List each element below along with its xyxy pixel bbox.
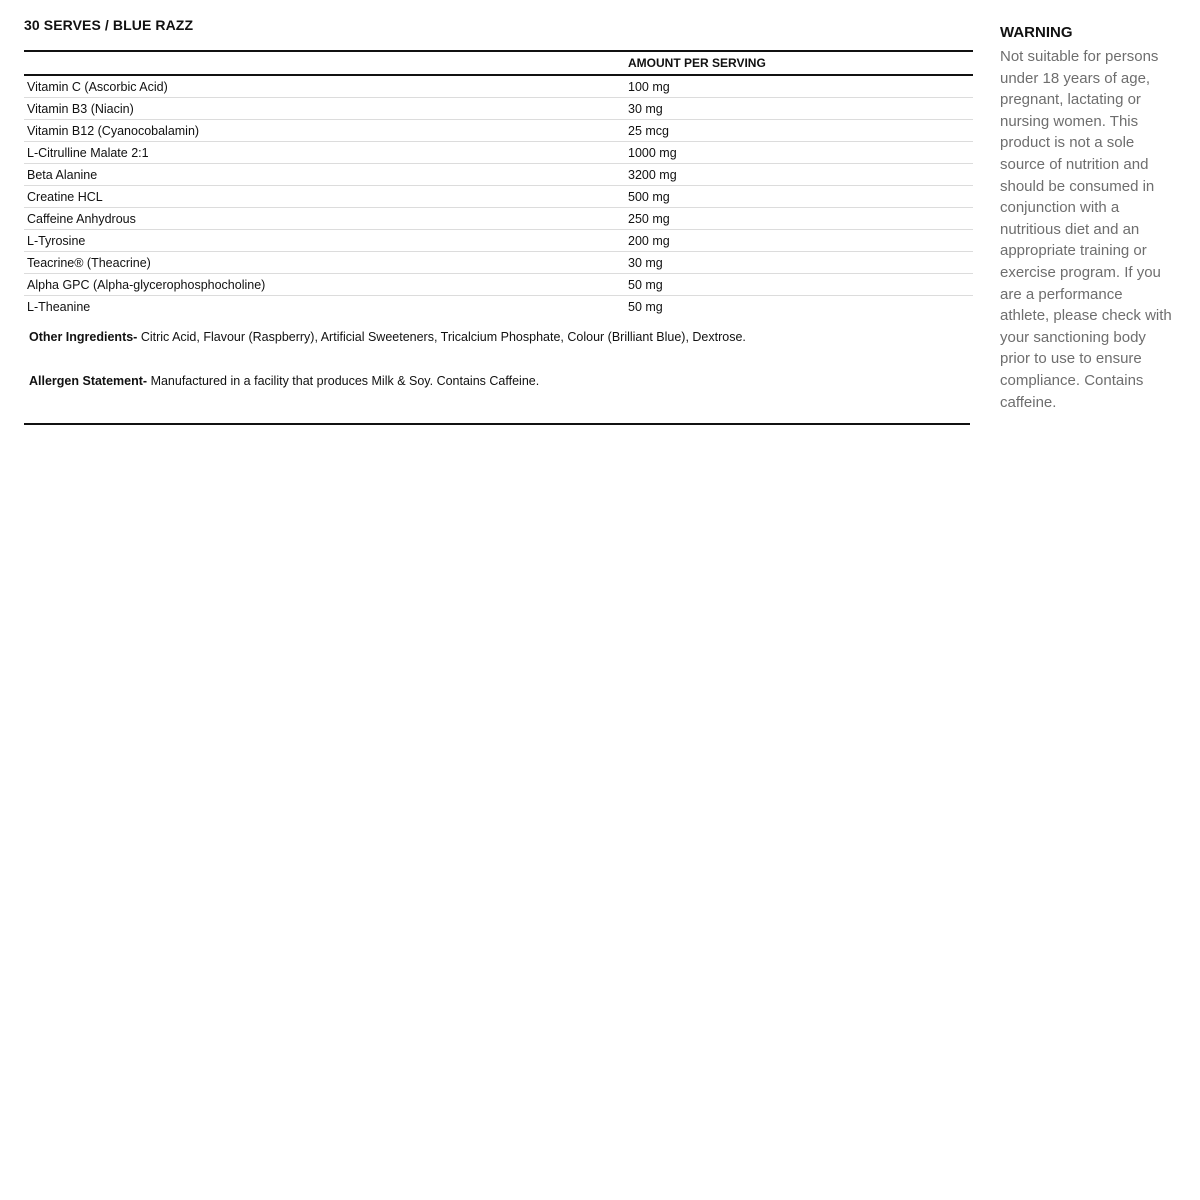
other-ingredients-note bbox=[29, 330, 746, 344]
ingredient-amount: 25 mcg bbox=[628, 120, 973, 142]
warning-section bbox=[1000, 24, 1175, 413]
table-row bbox=[24, 98, 973, 120]
ingredients-table bbox=[24, 50, 973, 317]
allergen-statement-label: Allergen Statement- bbox=[29, 374, 148, 388]
ingredient-amount: 500 mg bbox=[628, 186, 973, 208]
allergen-statement-text: Manufactured in a facility that produces Milk & Soy. Contains Caffeine. bbox=[147, 374, 540, 388]
table-row bbox=[24, 142, 973, 164]
ingredient-name: L-Theanine bbox=[27, 299, 91, 314]
table-row bbox=[24, 252, 973, 274]
column-header-amount: AMOUNT PER SERVING bbox=[628, 51, 973, 75]
table-row bbox=[24, 120, 973, 142]
allergen-statement-note bbox=[29, 374, 539, 388]
ingredient-amount: 50 mg bbox=[628, 274, 973, 296]
table-row bbox=[24, 186, 973, 208]
ingredient-amount: 100 mg bbox=[628, 75, 973, 98]
ingredient-name: Teacrine® (Theacrine) bbox=[24, 252, 628, 274]
ingredient-amount: 250 mg bbox=[628, 208, 973, 230]
other-ingredients-text: Citric Acid, Flavour (Raspberry), Artificial Sweeteners, Tricalcium Phosphate, Colour (Brilliant Blue), Dextrose. bbox=[137, 330, 746, 344]
table-row bbox=[24, 274, 973, 296]
ingredient-name: Alpha GPC (Alpha-glycerophosphocholine) bbox=[24, 274, 628, 296]
ingredient-amount: 200 mg bbox=[628, 230, 973, 252]
table-row bbox=[24, 230, 973, 252]
ingredient-name: Vitamin B12 (Cyanocobalamin) bbox=[24, 120, 628, 142]
ingredient-amount: 50 mg bbox=[628, 299, 663, 314]
table-row bbox=[24, 164, 973, 186]
table-row bbox=[24, 296, 973, 318]
warning-title: WARNING bbox=[1000, 24, 1073, 41]
ingredient-amount: 30 mg bbox=[628, 252, 973, 274]
ingredient-name: Caffeine Anhydrous bbox=[24, 208, 628, 230]
page-title: 30 SERVES / BLUE RAZZ bbox=[24, 17, 194, 33]
column-header-ingredient bbox=[24, 51, 628, 75]
ingredient-amount: 30 mg bbox=[628, 98, 973, 120]
ingredient-name: Beta Alanine bbox=[24, 164, 628, 186]
ingredient-name: Creatine HCL bbox=[24, 186, 628, 208]
other-ingredients-label: Other Ingredients- bbox=[29, 330, 138, 344]
table-row bbox=[24, 208, 973, 230]
ingredient-amount: 3200 mg bbox=[628, 164, 973, 186]
bottom-divider bbox=[24, 423, 970, 425]
warning-text: Not suitable for persons under 18 years of age, pregnant, lactating or nursing women. This product is not a sole source of nutrition and should be consumed in conjunction with a nutritious diet and an appropriate training or exercise program. If you are a performance athlete, please check with your sanctioning body prior to use to ensure compliance. Contains caffeine. bbox=[1000, 48, 1172, 411]
ingredient-amount: 1000 mg bbox=[628, 142, 973, 164]
ingredient-name: L-Tyrosine bbox=[24, 230, 628, 252]
table-header-row bbox=[24, 51, 973, 75]
ingredient-name: Vitamin B3 (Niacin) bbox=[24, 98, 628, 120]
ingredient-name: Vitamin C (Ascorbic Acid) bbox=[24, 75, 628, 98]
table-row bbox=[24, 75, 973, 98]
ingredient-name: L-Citrulline Malate 2:1 bbox=[24, 142, 628, 164]
